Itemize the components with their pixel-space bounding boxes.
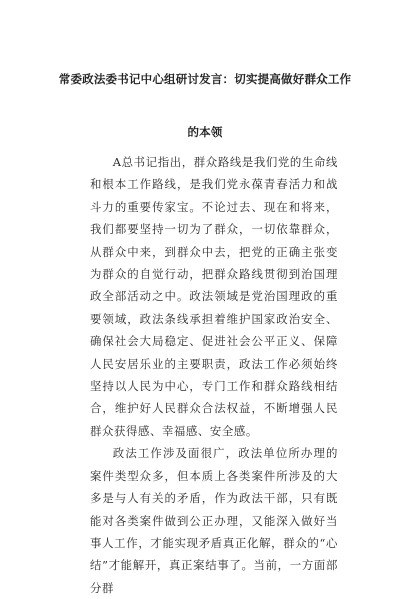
document-title-line-2: 的本领 (187, 125, 223, 139)
document-title-line-1: 常委政法委书记中心组研讨发言：切实提高做好群众工作 (58, 72, 352, 86)
body-paragraph-2: 政法工作涉及面很广，政法单位所办理的案件类型众多，但本质上各类案件所涉及的大多是与人有关的矛盾，作为政法干部，只有既能对各类案件做到公正办理，又能深入做好当事人工作，才能实现矛盾真正化解，群众的“心结”才能解开，真正案结事了。当前，一方面部分群 (90, 446, 338, 595)
body-paragraph-1: A总书记指出，群众路线是我们党的生命线和根本工作路线，是我们党永葆青春活力和战斗力的重要传家宝。不论过去、现在和将来，我们都要坚持一切为了群众，一切依靠群众，从群众中来，到群众中去，把党的正确主张变为群众的自觉行动，把群众路线贯彻到治国理政全部活动之中。政法领域是党治国理政的重要领域，政法条线承担着维护国家政治安全、确保社会大局稳定、促进社会公平正义、保障人民安居乐业的主要职责，政法工作必须始终坚持以人民为中心，专门工作和群众路线相结合，维护好人民群众合法权益，不断增强人民群众获得感、幸福感、安全感。 (90, 155, 338, 438)
document-body (90, 151, 338, 599)
